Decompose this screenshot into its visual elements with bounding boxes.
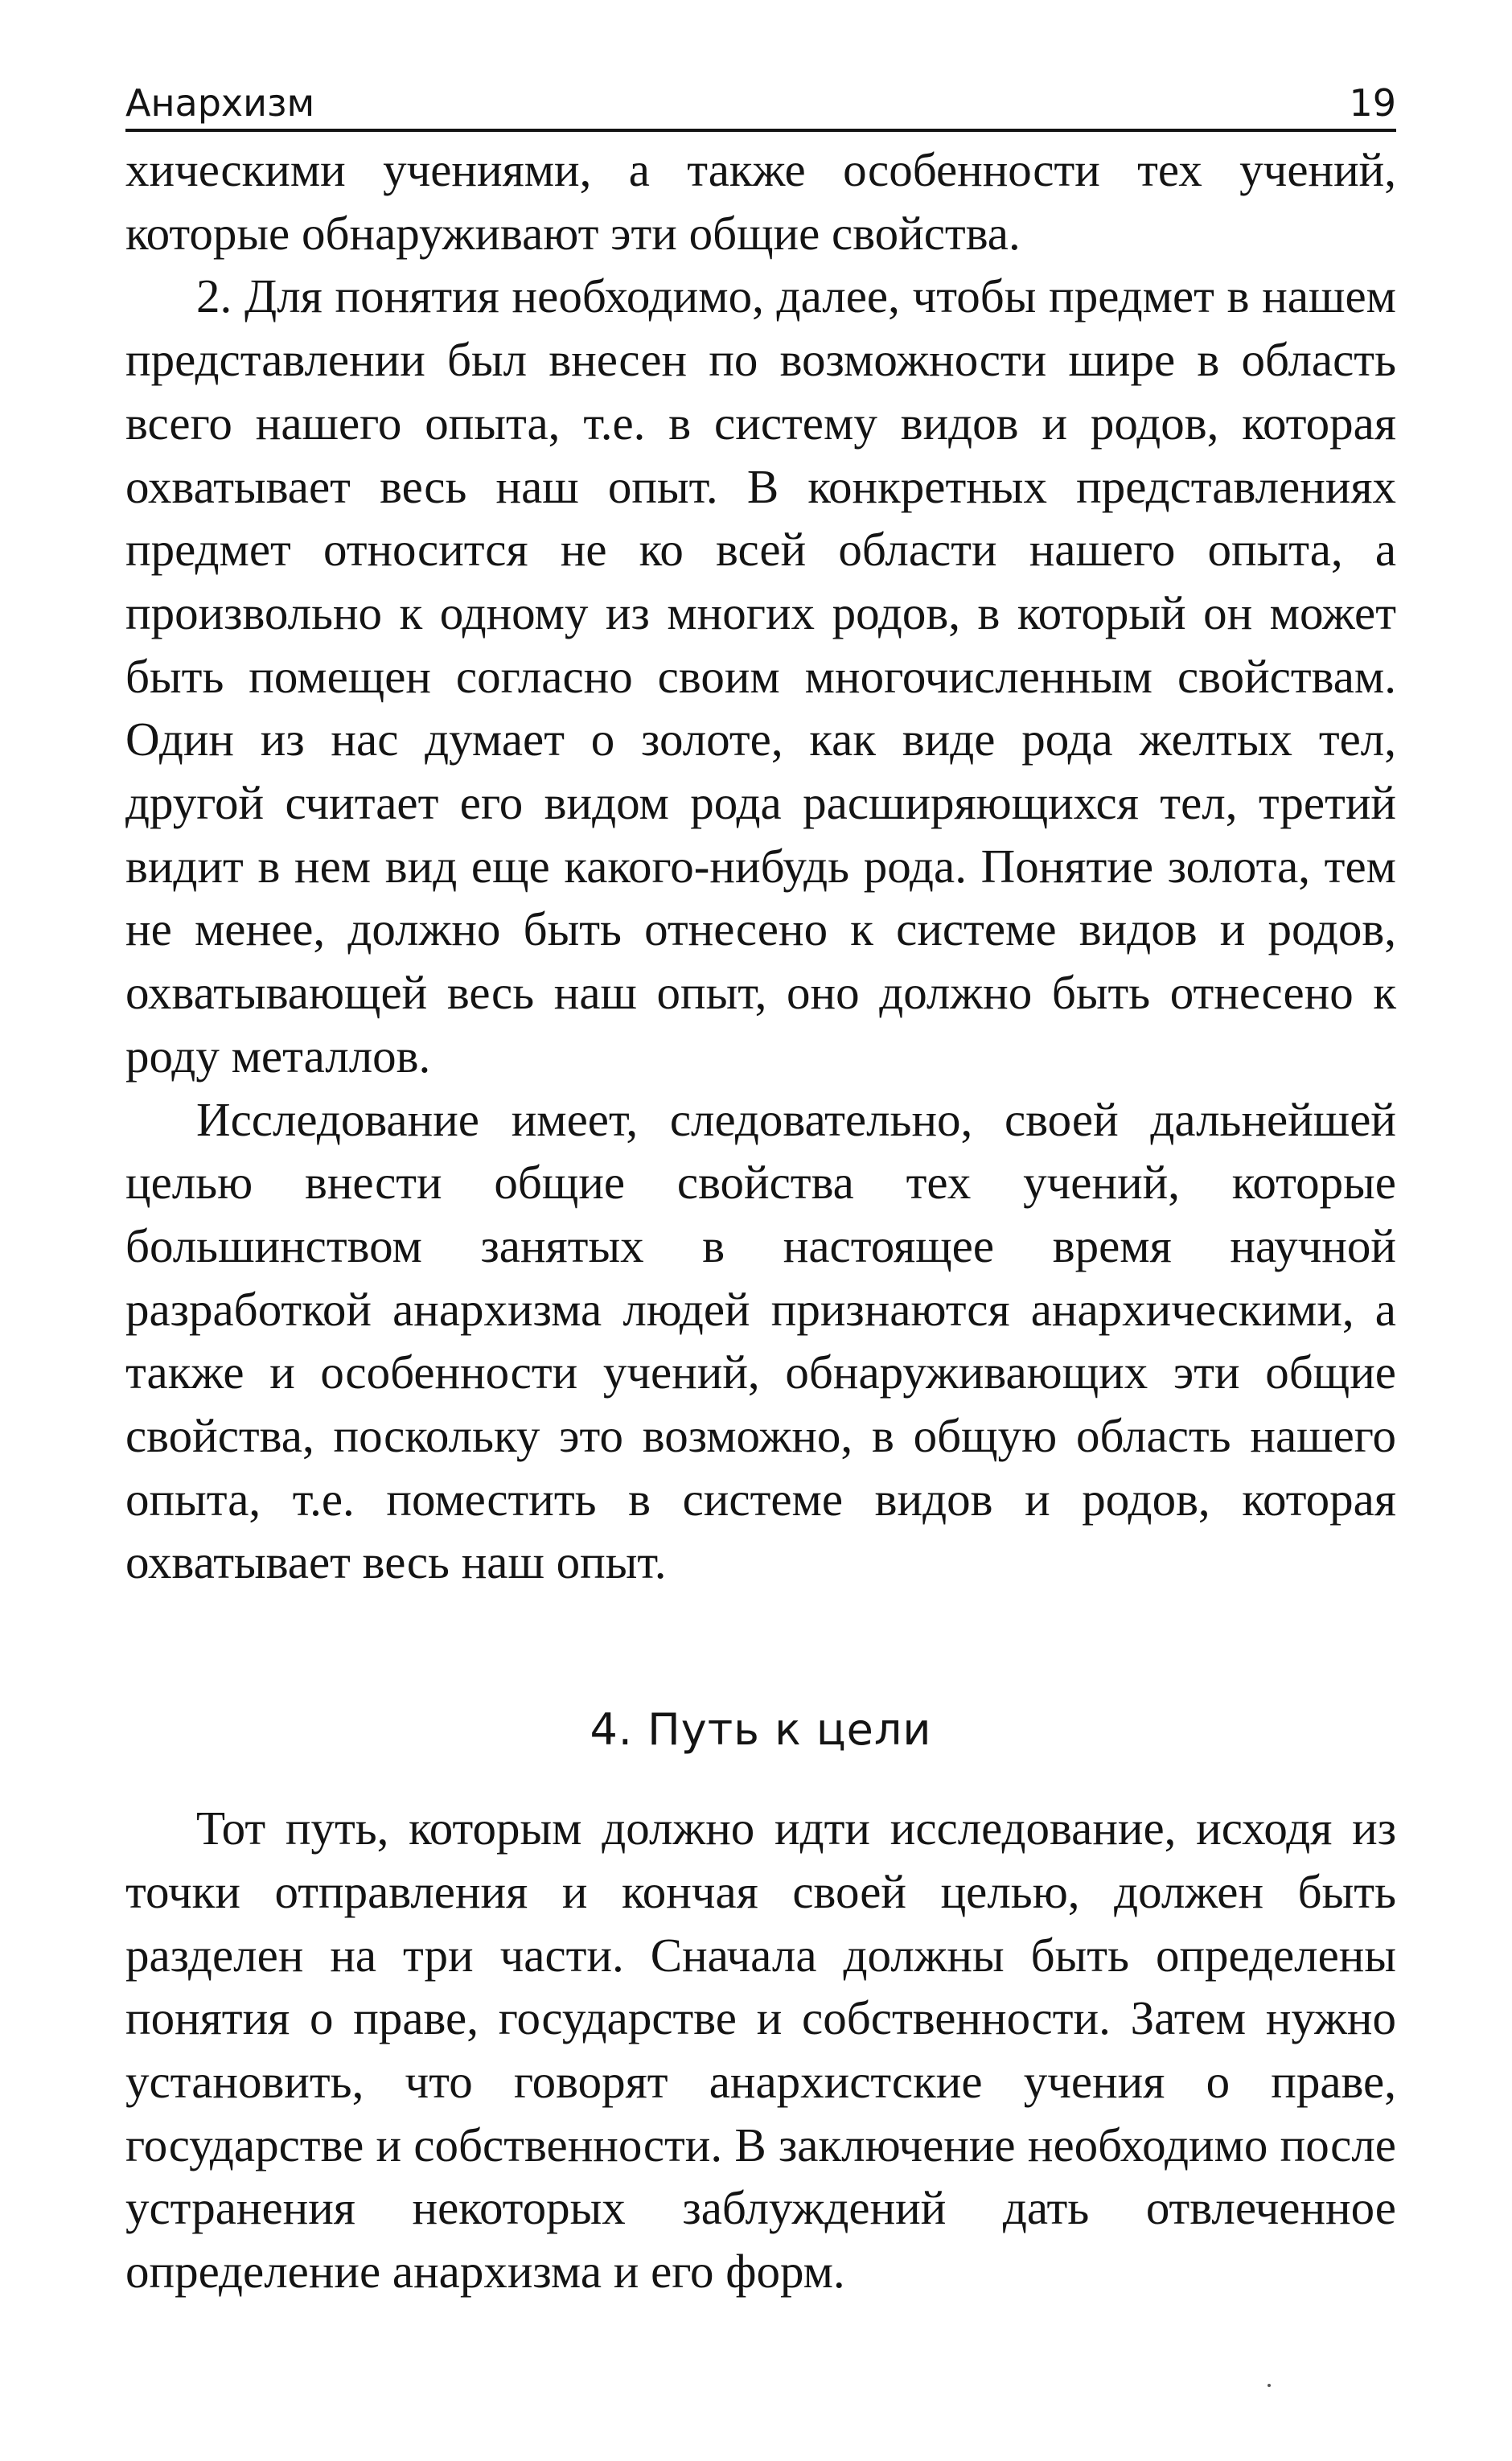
print-speck (1268, 2384, 1271, 2387)
running-head (125, 77, 1396, 132)
body-text (125, 138, 1396, 2303)
paragraph: Тот путь, которым должно идти исследование, исходя из точки отправления и кончая своей целью, должен быть разделен на три части. Сначала должны быть определены понятия о праве, государстве и собственности. Затем нужно установить, что говорят анархистские учения о праве, государстве и собственности. В заключение необходимо после устранения некоторых заблуждений дать отвлеченное определение анархизма и его форм. (125, 1802, 1396, 2299)
paragraph-continued: хическими учениями, а также особенности тех учений, которые обнаруживают эти общие свойства. (125, 143, 1396, 260)
book-page (125, 77, 1396, 2410)
page-number: 19 (1349, 81, 1396, 125)
paragraph: Исследование имеет, следовательно, своей дальнейшей целью внести общие свойства тех учений, которые большинством занятых в настоящее время научной разработкой анархизма людей признаются анархическими, а также и особенности учений, обнаруживающих эти общие свойства, поскольку это возможно, в общую область нашего опыта, т.е. поместить в системе видов и родов, которая охватывает весь наш опыт. (125, 1092, 1396, 1589)
paragraph: 2. Для понятия необходимо, далее, чтобы предмет в нашем представлении был внесен по возможности шире в область всего нашего опыта, т.е. в систему видов и родов, которая охватывает весь наш опыт. В конкретных представлениях предмет относится не ко всей области нашего опыта, а произвольно к одному из многих родов, в который он может быть помещен согласно своим многочисленным свойствам. Один из нас думает о золоте, как виде рода желтых тел, другой считает его видом рода расширяющихся тел, третий видит в нем вид еще какого-нибудь рода. Понятие золота, тем не менее, должно быть отнесено к системе видов и родов, охватывающей весь наш опыт, оно должно быть отнесено к роду металлов. (125, 269, 1396, 1083)
running-title: Анархизм (125, 81, 315, 125)
section-heading: 4. Путь к цели (590, 1704, 932, 1756)
